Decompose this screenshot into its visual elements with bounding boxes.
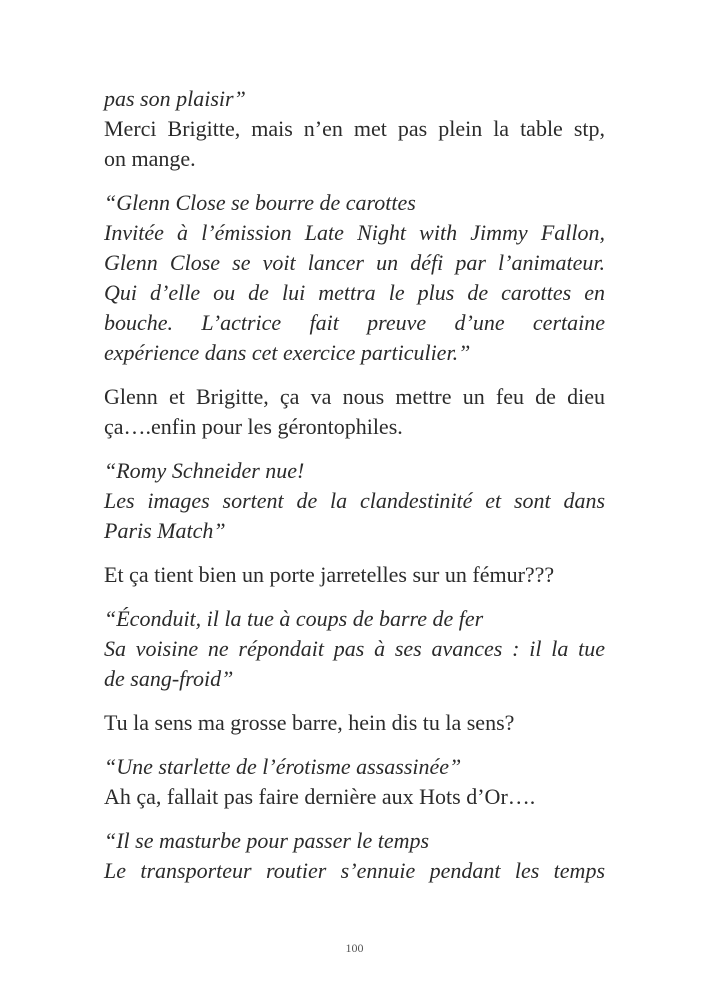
text-line: “Une starlette de l’érotisme assassinée”	[104, 754, 462, 779]
paragraph	[104, 708, 605, 738]
body-text	[104, 84, 605, 900]
text-line: Invitée à l’émission Late Night with Jimmy Fallon,	[104, 220, 605, 245]
page-number: 100	[345, 941, 364, 955]
text-line: Les images sortent de la clandestinité et sont dans	[104, 488, 605, 513]
text-line: de sang-froid”	[104, 666, 234, 691]
paragraph	[104, 604, 605, 694]
text-line: Paris Match”	[104, 518, 226, 543]
text-line: expérience dans cet exercice particulier.”	[104, 340, 471, 365]
paragraph	[104, 826, 605, 886]
text-line: bouche. L’actrice fait preuve d’une certaine	[104, 310, 605, 335]
text-line: Et ça tient bien un porte jarretelles sur un fémur???	[104, 562, 555, 587]
text-line: Sa voisine ne répondait pas à ses avances : il la tue	[104, 636, 605, 661]
paragraph	[104, 752, 605, 812]
text-line: Glenn et Brigitte, ça va nous mettre un feu de dieu	[104, 384, 605, 409]
text-line: Le transporteur routier s’ennuie pendant les temps	[104, 858, 605, 883]
text-line: ça….enfin pour les gérontophiles.	[104, 414, 403, 439]
text-line: on mange.	[104, 146, 196, 171]
text-line: Glenn Close se voit lancer un défi par l’animateur.	[104, 250, 605, 275]
text-line: “Éconduit, il la tue à coups de barre de fer	[104, 606, 484, 631]
paragraph	[104, 456, 605, 546]
paragraph	[104, 84, 605, 174]
text-line: Tu la sens ma grosse barre, hein dis tu la sens?	[104, 710, 515, 735]
text-line: Qui d’elle ou de lui mettra le plus de carottes en	[104, 280, 605, 305]
text-line: Merci Brigitte, mais n’en met pas plein la table stp,	[104, 116, 605, 141]
paragraph	[104, 188, 605, 368]
text-line: Ah ça, fallait pas faire dernière aux Hots d’Or….	[104, 784, 536, 809]
text-line: “Il se masturbe pour passer le temps	[104, 828, 430, 853]
text-line: “Romy Schneider nue!	[104, 458, 305, 483]
text-line: “Glenn Close se bourre de carottes	[104, 190, 416, 215]
paragraph	[104, 382, 605, 442]
paragraph	[104, 560, 605, 590]
text-line: pas son plaisir”	[104, 86, 246, 111]
